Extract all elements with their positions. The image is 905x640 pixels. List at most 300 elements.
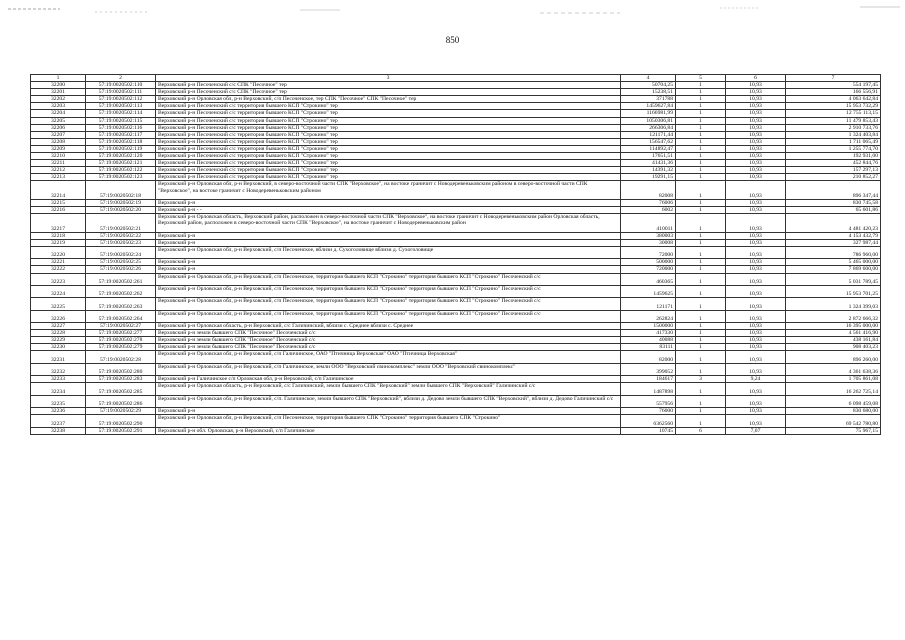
location-description: Верховский р-н Орловская обл, р-н Верховский, с/п Песоченское, территория бывшего КСП "Строкино" территория бывшего КСП "Строкино" Песоченский с/с: [156, 285, 621, 297]
location-description: Верховский р-н Песоченский с/с СПК "Песочное" тер: [156, 89, 621, 96]
row-number: 32233: [31, 376, 86, 383]
cadastral-number: 57:19:0020502:122: [86, 167, 156, 174]
table-row: [31, 323, 881, 330]
rate-value: 10,93: [726, 160, 786, 167]
cadastral-cost: 65 601,86: [786, 207, 881, 214]
category-value: 3: [676, 376, 726, 383]
area-value: 720000: [621, 266, 676, 273]
location-description: Верховский р-н Орловская область, р-н Верховский, с/с Галичинский, вблизи с. Среднее вблизи с. Среднее: [156, 323, 621, 330]
category-value: 1: [676, 167, 726, 174]
category-value: 1: [676, 89, 726, 96]
area-value: 19291,15: [621, 174, 676, 181]
cadastral-number: 57:19:0020502:118: [86, 138, 156, 145]
row-number: 32214: [31, 181, 86, 200]
location-description: Верховский р-н земли бывшего СПК "Песочное" Песоченский с/с: [156, 344, 621, 351]
location-description: Верховский р-н Орловская обл, р-н Верховский, с/п Галичинское, ОАО "Птичница Верховская" ОАО "Птичница Верховская": [156, 351, 621, 363]
table-row: [31, 383, 881, 395]
row-number: 32235: [31, 395, 86, 407]
table-row: [31, 110, 881, 117]
table-row: [31, 285, 881, 297]
category-value: 1: [676, 214, 726, 233]
table-row: [31, 363, 881, 375]
cadastral-number: 57:19:0020502:113: [86, 103, 156, 110]
header-cell: 6: [726, 75, 786, 82]
category-value: 6: [676, 427, 726, 434]
category-value: 1: [676, 124, 726, 131]
location-description: Верховский р-н Орловская обл, р-н Верховский, с/п Песоченское, территория бывшего КСП "Строкино" территория бывшего КСП "Строкино" Песоченский с/с: [156, 310, 621, 322]
cadastral-number: 57:19:0020502:112: [86, 96, 156, 103]
area-value: 371788: [621, 96, 676, 103]
category-value: 1: [676, 82, 726, 89]
category-value: 1: [676, 246, 726, 258]
area-value: 6362560: [621, 415, 676, 427]
table-row: [31, 337, 881, 344]
rate-value: 10,93: [726, 259, 786, 266]
table-body: [31, 82, 881, 435]
location-description: Верховский р-н Песоченский с/с территория бывшего КСП "Строкино" тер: [156, 131, 621, 138]
row-number: 32201: [31, 89, 86, 96]
cadastral-cost: 11 479 853,43: [786, 117, 881, 124]
cadastral-cost: 192 931,00: [786, 153, 881, 160]
row-number: 32231: [31, 351, 86, 363]
area-value: 410011: [621, 214, 676, 233]
cadastral-cost: 1 255 774,70: [786, 145, 881, 152]
row-number: 32206: [31, 124, 86, 131]
location-description: Верховский р-н Песоченский с/с территория бывшего КСП "Строкино" тер: [156, 160, 621, 167]
area-value: 557956: [621, 395, 676, 407]
area-value: 76000: [621, 408, 676, 415]
row-number: 32223: [31, 273, 86, 285]
cadastral-cost: 452 844,76: [786, 160, 881, 167]
location-description: Верховский р-н земли бывшего СПК "Песочное" Песоченский с/с: [156, 330, 621, 337]
cadastral-cost: 438 161,84: [786, 337, 881, 344]
cadastral-number: 57:19:0020502:117: [86, 131, 156, 138]
cadastral-cost: 69 542 780,80: [786, 415, 881, 427]
table-row: [31, 167, 881, 174]
rate-value: 10,93: [726, 415, 786, 427]
header-cell: 5: [676, 75, 726, 82]
category-value: 1: [676, 131, 726, 138]
category-value: 1: [676, 351, 726, 363]
cadastral-cost: 4 063 642,84: [786, 96, 881, 103]
rate-value: 10,93: [726, 214, 786, 233]
cadastral-number: 57:19:0020502:121: [86, 160, 156, 167]
table-row: [31, 376, 881, 383]
location-description: Верховский р-н Песоченский с/с территория бывшего КСП "Строкино" тер: [156, 167, 621, 174]
cadastral-number: 57:19:0020502:24: [86, 246, 156, 258]
table-row: [31, 427, 881, 434]
area-value: 50704,25: [621, 82, 676, 89]
category-value: 1: [676, 310, 726, 322]
table-row: [31, 103, 881, 110]
cadastral-number: 57:19:0020502:21: [86, 214, 156, 233]
table-row: [31, 408, 881, 415]
cadastral-cost: 1 324 403,84: [786, 131, 881, 138]
location-description: Верховский р-н Орловская обл, р-н Верховский, с/п Песоченское, территория бывшего СПК "Строкино" территория бывшего СПК "Строкино": [156, 415, 621, 427]
rate-value: 10,93: [726, 167, 786, 174]
cadastral-number: 57:19:0020502:123: [86, 174, 156, 181]
area-value: 14391,32: [621, 167, 676, 174]
row-number: 32228: [31, 330, 86, 337]
rate-value: 10,93: [726, 337, 786, 344]
location-description: Верховский р-н Орловская обл, р-н Верховский, с/п Песоченское, вблизи д. Сухоголовище вблизи д. Сухоголовище: [156, 246, 621, 258]
cadastral-cost: 896 260,00: [786, 351, 881, 363]
location-description: Верховский р-н Орловская обл, р-н Верховский, с/п Галичинское, земли ООО "Верховский свинокомплекс" земли ООО "Верховский свинокомплекс": [156, 363, 621, 375]
category-value: 1: [676, 160, 726, 167]
rate-value: 10,93: [726, 323, 786, 330]
row-number: 32237: [31, 415, 86, 427]
category-value: 1: [676, 266, 726, 273]
cadastral-number: 57:19:0020502:116: [86, 124, 156, 131]
cadastral-cost: 15 953 701,25: [786, 285, 881, 297]
cadastral-number: 57:19:0020502:114: [86, 110, 156, 117]
row-number: 32234: [31, 383, 86, 395]
row-number: 32236: [31, 408, 86, 415]
cadastral-number: 57:19:0020502:290: [86, 415, 156, 427]
table-row: [31, 153, 881, 160]
cadastral-cost: 5 031 789,45: [786, 273, 881, 285]
table-row: [31, 117, 881, 124]
category-value: 1: [676, 273, 726, 285]
rate-value: 7,07: [726, 427, 786, 434]
cadastral-number: 57:19:0020502:283: [86, 376, 156, 383]
location-description: Верховский р-н: [156, 259, 621, 266]
table-row: [31, 131, 881, 138]
cadastral-number: 57:19:0020502:119: [86, 145, 156, 152]
area-value: 266306,84: [621, 124, 676, 131]
scan-noise: [0, 0, 905, 18]
area-value: 82000: [621, 351, 676, 363]
area-value: 15238,51: [621, 89, 676, 96]
table-row: [31, 259, 881, 266]
row-number: 32210: [31, 153, 86, 160]
cadastral-cost: 16 262 725,14: [786, 383, 881, 395]
rate-value: 10,93: [726, 82, 786, 89]
area-value: 1459627,84: [621, 103, 676, 110]
area-value: 121171,44: [621, 131, 676, 138]
area-value: 72000: [621, 246, 676, 258]
area-value: 121171: [621, 298, 676, 310]
table-row: [31, 344, 881, 351]
category-value: 1: [676, 395, 726, 407]
cadastral-number: 57:19:0020502:261: [86, 273, 156, 285]
cadastral-cost: 1 711 065,49: [786, 138, 881, 145]
category-value: 1: [676, 117, 726, 124]
cadastral-cost: 896 347,44: [786, 181, 881, 200]
rate-value: 10,93: [726, 124, 786, 131]
area-value: 82008: [621, 181, 676, 200]
cadastral-cost: 16 395 000,00: [786, 323, 881, 330]
row-number: 32205: [31, 117, 86, 124]
table-header-row: [31, 75, 881, 82]
rate-value: 10,93: [726, 232, 786, 239]
row-number: 32227: [31, 323, 86, 330]
category-value: 1: [676, 285, 726, 297]
location-description: Верховский р-н земли бывшего СПК "Песочное" Песоченский с/с: [156, 337, 621, 344]
row-number: 32221: [31, 259, 86, 266]
cadastral-cost: 6 098 459,08: [786, 395, 881, 407]
category-value: 1: [676, 298, 726, 310]
category-value: 1: [676, 138, 726, 145]
cadastral-cost: 1 324 399,03: [786, 298, 881, 310]
table-row: [31, 273, 881, 285]
category-value: 1: [676, 363, 726, 375]
rate-value: 10,93: [726, 117, 786, 124]
row-number: 32230: [31, 344, 86, 351]
location-description: Верховский р-н: [156, 232, 621, 239]
cadastral-number: 57:19:0020502:115: [86, 117, 156, 124]
cadastral-number: 57:19:0020502:19: [86, 200, 156, 207]
table-row: [31, 330, 881, 337]
category-value: 1: [676, 383, 726, 395]
area-value: 500000: [621, 259, 676, 266]
table-row: [31, 207, 881, 214]
cadastral-cost: 2 910 733,76: [786, 124, 881, 131]
table-row: [31, 415, 881, 427]
location-description: Верховский р-н Песоченский с/с СПК "Песочное" тер: [156, 82, 621, 89]
cadastral-number: 57:19:0020502:25: [86, 259, 156, 266]
area-value: 262824: [621, 310, 676, 322]
row-number: 32232: [31, 363, 86, 375]
rate-value: 10,93: [726, 351, 786, 363]
category-value: 1: [676, 344, 726, 351]
rate-value: 10,93: [726, 408, 786, 415]
cadastral-cost: 210 852,27: [786, 174, 881, 181]
table-row: [31, 310, 881, 322]
rate-value: 10,93: [726, 330, 786, 337]
row-number: 32211: [31, 160, 86, 167]
rate-value: 10,93: [726, 110, 786, 117]
cadastral-cost: 830 745,58: [786, 200, 881, 207]
area-value: 10745: [621, 427, 676, 434]
area-value: 184617: [621, 376, 676, 383]
row-number: 32217: [31, 214, 86, 233]
cadastral-number: 57:19:0020502:20: [86, 207, 156, 214]
area-value: 460365: [621, 273, 676, 285]
row-number: 32209: [31, 145, 86, 152]
row-number: 32238: [31, 427, 86, 434]
rate-value: 10,93: [726, 298, 786, 310]
location-description: Верховский р-н обл. Орловская, р-н Верховский, с/п Галичинское: [156, 427, 621, 434]
rate-value: 10,93: [726, 153, 786, 160]
category-value: 1: [676, 110, 726, 117]
row-number: 32218: [31, 232, 86, 239]
location-description: Верховский р-н Песоченский с/с территория бывшего КСП "Строкино" тер: [156, 153, 621, 160]
cadastral-number: 57:19:0020502:28: [86, 351, 156, 363]
location-description: Верховский р-н Песоченский с/с территория бывшего КСП "Строкино" тер: [156, 124, 621, 131]
cadastral-number: 57:19:0020502:110: [86, 82, 156, 89]
location-description: Верховский р-н: [156, 408, 621, 415]
area-value: 399052: [621, 363, 676, 375]
row-number: 32225: [31, 298, 86, 310]
header-cell: 4: [621, 75, 676, 82]
category-value: 1: [676, 207, 726, 214]
cadastral-cost: 157 297,13: [786, 167, 881, 174]
category-value: 1: [676, 153, 726, 160]
row-number: 32222: [31, 266, 86, 273]
area-value: 6002: [621, 207, 676, 214]
table-row: [31, 138, 881, 145]
table-row: [31, 160, 881, 167]
rate-value: 10,93: [726, 363, 786, 375]
category-value: 1: [676, 232, 726, 239]
cadastral-number: 57:19:0020502:26: [86, 266, 156, 273]
category-value: 1: [676, 239, 726, 246]
cadastral-number: 57:19:0020502:263: [86, 298, 156, 310]
location-description: Верховский р-н - -: [156, 207, 621, 214]
rate-value: 10,93: [726, 174, 786, 181]
area-value: 76006: [621, 200, 676, 207]
area-value: 83111: [621, 344, 676, 351]
rate-value: 10,93: [726, 395, 786, 407]
cadastral-number: 57:19:0020502:278: [86, 337, 156, 344]
category-value: 1: [676, 145, 726, 152]
cadastral-cost: 75 967,15: [786, 427, 881, 434]
cadastral-number: 57:19:0020502:279: [86, 344, 156, 351]
row-number: 32220: [31, 246, 86, 258]
location-description: Верховский р-н Песоченский с/с территория бывшего КСП "Строкино" тер: [156, 117, 621, 124]
category-value: 1: [676, 337, 726, 344]
location-description: Верховский р-н: [156, 239, 621, 246]
area-value: 1166981,99: [621, 110, 676, 117]
cadastral-number: 57:19:0020502:264: [86, 310, 156, 322]
cadastral-cost: 12 755 113,15: [786, 110, 881, 117]
row-number: 32219: [31, 239, 86, 246]
location-description: Верховский р-н Орловская обл, р-н Верховский, с/п. Галичинское, земли бывшего СПК "Верховский", вблизи д. Дедово земли бывшего СПК "Верховский", вблизи д. Дедово Галичинский с/с: [156, 395, 621, 407]
cadastral-cost: 166 556,91: [786, 89, 881, 96]
area-value: 1459625: [621, 285, 676, 297]
table-row: [31, 89, 881, 96]
row-number: 32213: [31, 174, 86, 181]
cadastral-cost: 4 153 432,79: [786, 232, 881, 239]
rate-value: 10,93: [726, 383, 786, 395]
cadastral-number: 57:19:0020502:286: [86, 395, 156, 407]
category-value: 1: [676, 323, 726, 330]
rate-value: 10,93: [726, 266, 786, 273]
rate-value: 10,93: [726, 285, 786, 297]
cadastral-cost: 1 705 861,08: [786, 376, 881, 383]
cadastral-cost: 15 953 732,29: [786, 103, 881, 110]
area-value: 156547,62: [621, 138, 676, 145]
location-description: Верховский р-н Орловская область, р-н Верховский, с/с Галичинский, земли бывшего СПК "Верховский" земли бывшего СПК "Верховский" Галичинский с/с: [156, 383, 621, 395]
rate-value: 10,93: [726, 239, 786, 246]
area-value: 17651,51: [621, 153, 676, 160]
location-description: Верховский р-н Орловская обл, р-н Верховский, с/п Песоченское, тер СПК "Песочное" СПК "Песочное" тер: [156, 96, 621, 103]
category-value: 1: [676, 330, 726, 337]
rate-value: 10,93: [726, 207, 786, 214]
cadastral-cost: 4 361 638,36: [786, 363, 881, 375]
location-description: Верховский р-н Орловская обл, р-н Верховский, в северо-восточной части СПК "Верховское", на востоке граничит с Новодеревеньковским районом в северо-восточной части СПК "Верховское", на востоке граничит с Новодеревеньковским районом: [156, 181, 621, 200]
cadastral-cost: 7 869 600,00: [786, 266, 881, 273]
rate-value: 10,93: [726, 273, 786, 285]
row-number: 32229: [31, 337, 86, 344]
cadastral-cost: 2 872 666,32: [786, 310, 881, 322]
rate-value: 10,93: [726, 246, 786, 258]
table-row: [31, 298, 881, 310]
table-row: [31, 82, 881, 89]
cadastral-number: 57:19:0020502:277: [86, 330, 156, 337]
area-value: 40088: [621, 337, 676, 344]
table-row: [31, 214, 881, 233]
table-row: [31, 239, 881, 246]
rate-value: 10,93: [726, 103, 786, 110]
cadastral-number: 57:19:0020502:291: [86, 427, 156, 434]
page-number: 850: [445, 35, 460, 45]
area-value: 30008: [621, 239, 676, 246]
cadastral-number: 57:19:0020502:27: [86, 323, 156, 330]
row-number: 32208: [31, 138, 86, 145]
area-value: 380003: [621, 232, 676, 239]
row-number: 32224: [31, 285, 86, 297]
location-description: Верховский р-н Орловская область, Верховский район, расположен в северо-восточной части СПК "Верховское", на востоке граничит с Новодеревеньковским район Орловская область, Верховский район, расположен в северо-восточной части СПК "Верховское", на востоке граничит с Новодеревеньковским район: [156, 214, 621, 233]
row-number: 32226: [31, 310, 86, 322]
table-row: [31, 351, 881, 363]
rate-value: 9,24: [726, 376, 786, 383]
area-value: 417330: [621, 330, 676, 337]
area-value: 1500000: [621, 323, 676, 330]
table-row: [31, 266, 881, 273]
category-value: 1: [676, 174, 726, 181]
row-number: 32203: [31, 103, 86, 110]
location-description: Верховский р-н Песоченский с/с территория бывшего КСП "Строкино" тер: [156, 103, 621, 110]
rate-value: 10,93: [726, 344, 786, 351]
cadastral-number: 57:19:0020502:111: [86, 89, 156, 96]
location-description: Верховский р-н: [156, 266, 621, 273]
header-cell: 3: [156, 75, 621, 82]
rate-value: 10,93: [726, 96, 786, 103]
category-value: 1: [676, 259, 726, 266]
header-cell: 1: [31, 75, 86, 82]
category-value: 1: [676, 181, 726, 200]
row-number: 32212: [31, 167, 86, 174]
table-row: [31, 232, 881, 239]
location-description: Верховский р-н Песоченский с/с территория бывшего КСП "Строкино" тер: [156, 138, 621, 145]
cadastral-cost: 5 465 000,00: [786, 259, 881, 266]
cadastral-cost: 908 403,23: [786, 344, 881, 351]
row-number: 32202: [31, 96, 86, 103]
table-row: [31, 395, 881, 407]
cadastral-cost: 830 680,00: [786, 408, 881, 415]
area-value: 1050306,81: [621, 117, 676, 124]
table-row: [31, 200, 881, 207]
rate-value: 10,93: [726, 89, 786, 96]
cadastral-cost: 327 987,44: [786, 239, 881, 246]
row-number: 32204: [31, 110, 86, 117]
cadastral-number: 57:19:0020502:262: [86, 285, 156, 297]
location-description: Верховский р-н Орловская обл, р-н Верховский, с/п Песоченское, территория бывшего КСП "Строкино" территория бывшего КСП "Строкино" Песоченский с/с: [156, 298, 621, 310]
cadastral-number: 57:19:0020502:120: [86, 153, 156, 160]
cadastral-number: 57:19:0020502:29: [86, 408, 156, 415]
row-number: 32207: [31, 131, 86, 138]
location-description: Верховский р-н Песоченский с/с территория бывшего КСП "Строкино" тер: [156, 110, 621, 117]
rate-value: 10,93: [726, 310, 786, 322]
table-row: [31, 181, 881, 200]
category-value: 1: [676, 408, 726, 415]
cadastral-cost: 554 197,45: [786, 82, 881, 89]
cadastral-cost: 4 481 420,23: [786, 214, 881, 233]
header-cell: 2: [86, 75, 156, 82]
land-parcel-table: [30, 74, 881, 435]
header-cell: 7: [786, 75, 881, 82]
table-row: [31, 174, 881, 181]
rate-value: 10,93: [726, 145, 786, 152]
cadastral-number: 57:19:0020502:23: [86, 239, 156, 246]
table-row: [31, 246, 881, 258]
category-value: 1: [676, 96, 726, 103]
table-row: [31, 124, 881, 131]
row-number: 32200: [31, 82, 86, 89]
cadastral-number: 57:19:0020502:285: [86, 383, 156, 395]
